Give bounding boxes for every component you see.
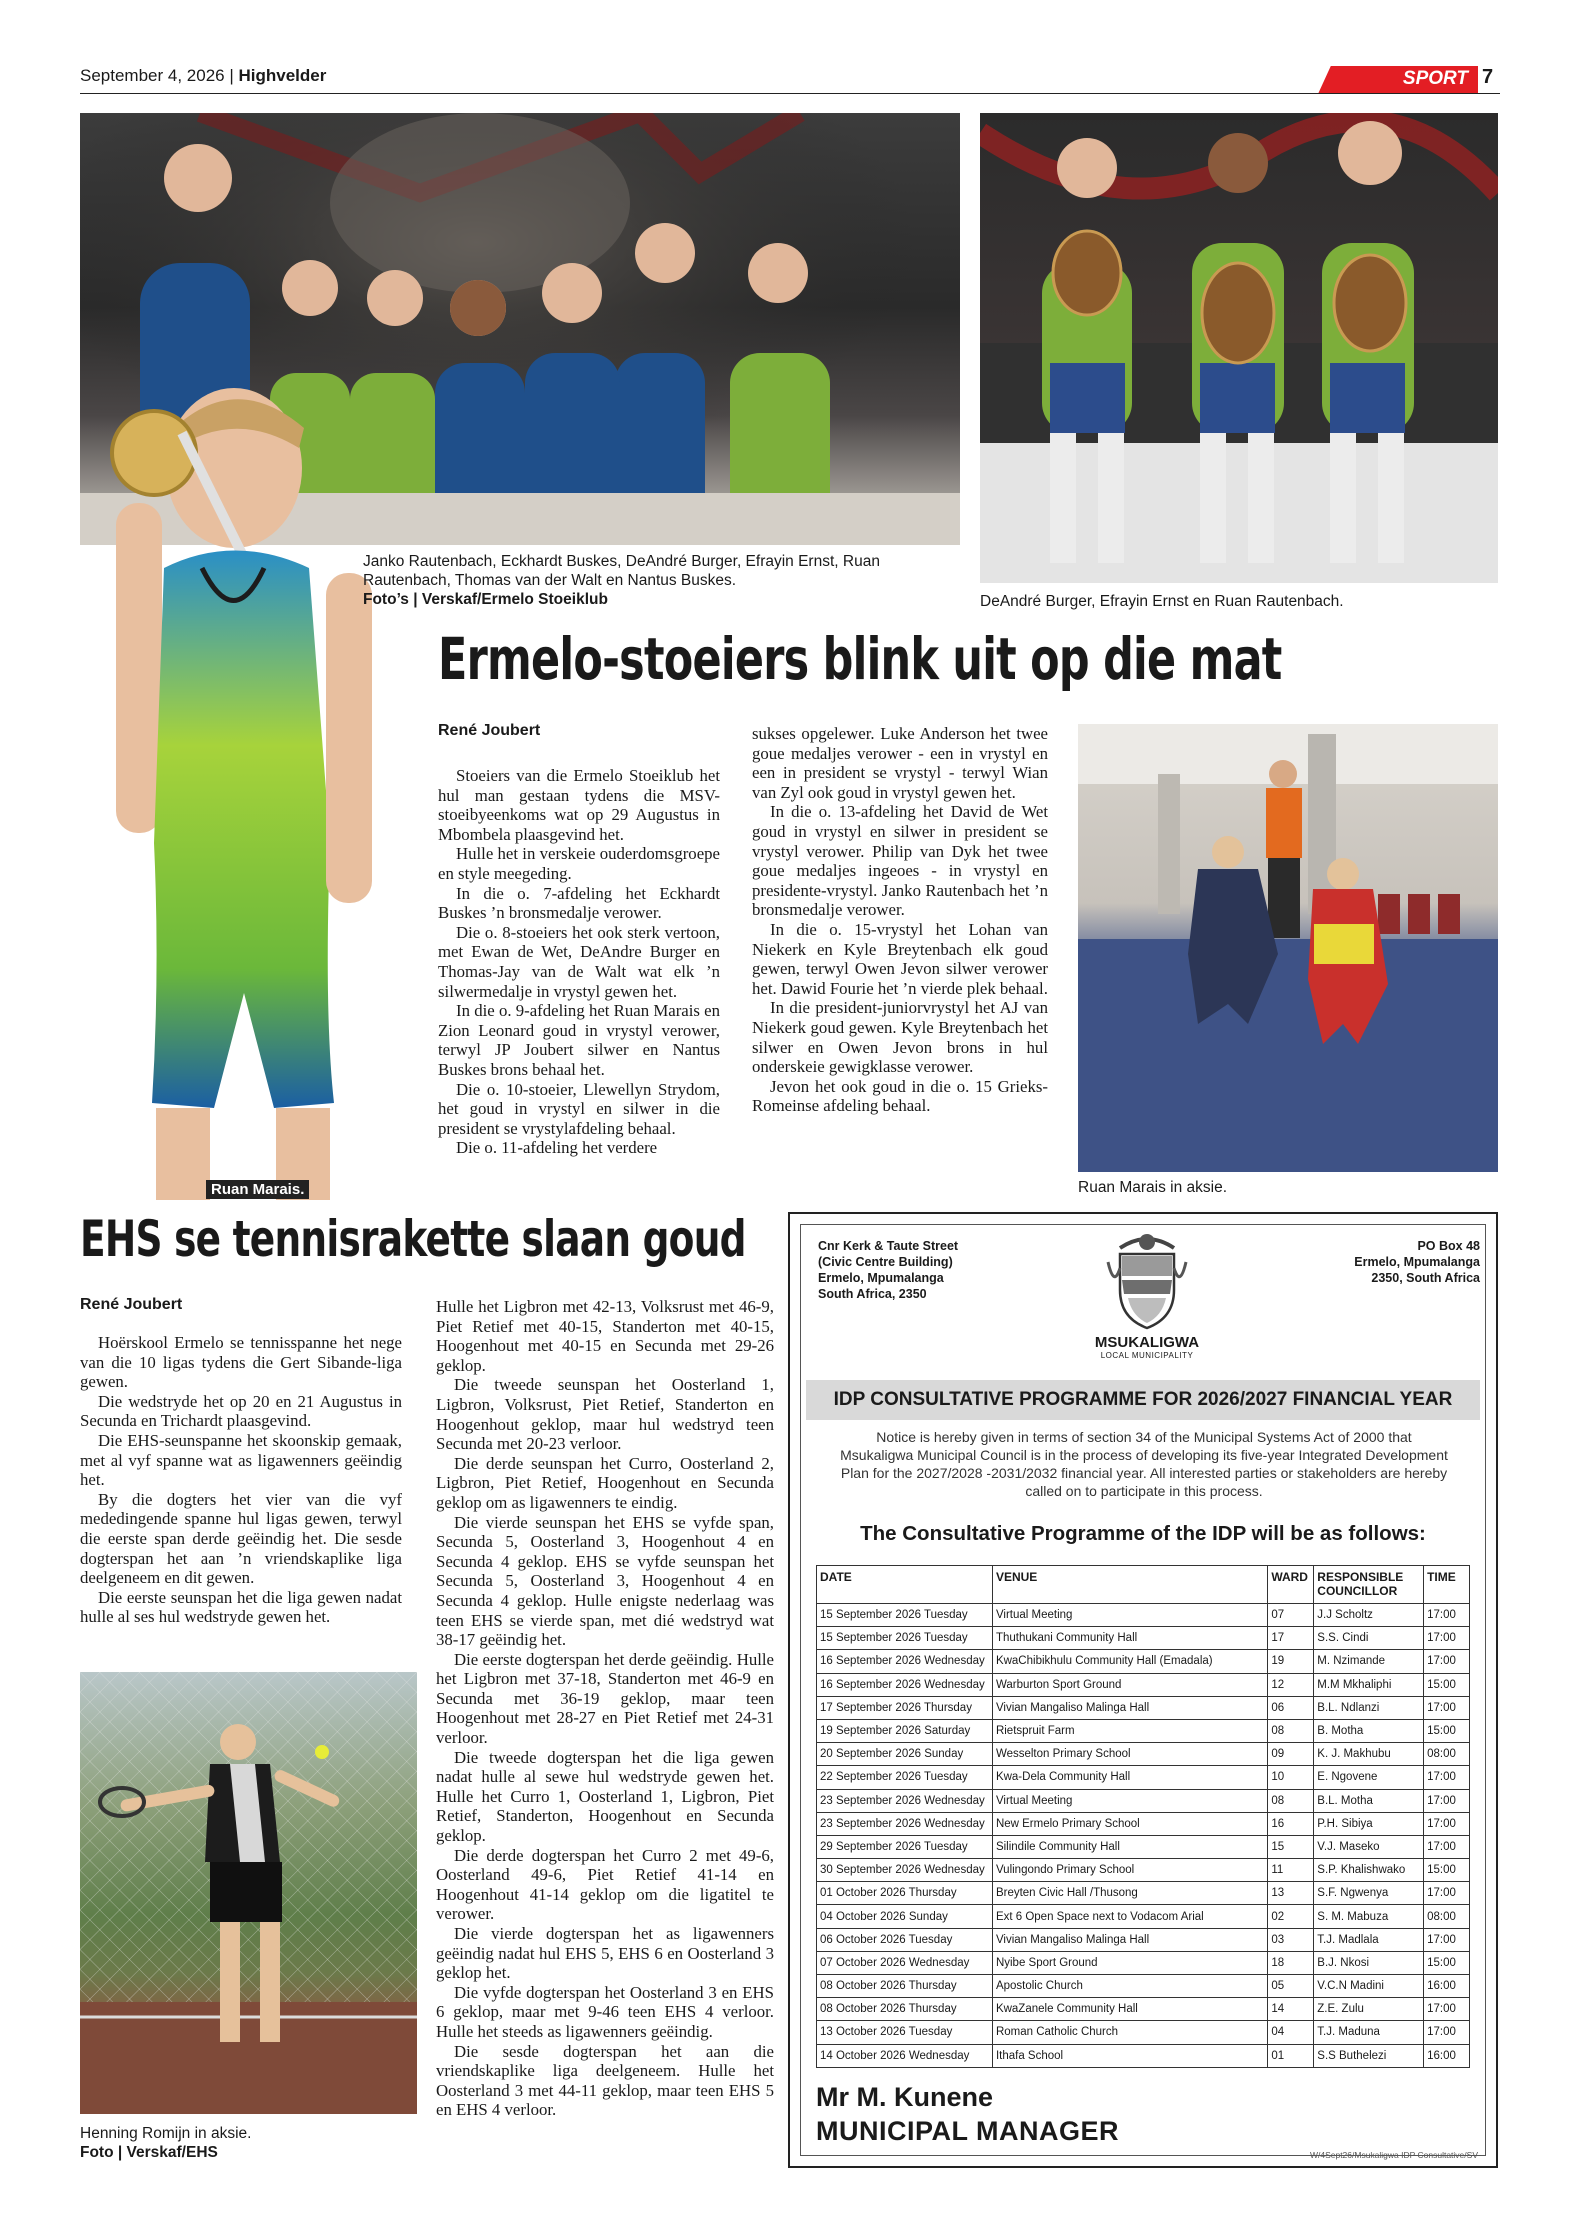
table-row	[817, 1627, 1470, 1650]
tennis-photo-caption	[80, 2124, 420, 2162]
group-caption-text: Janko Rautenbach, Eckhardt Buskes, DeAndré Burger, Efrayin Ernst, Ruan Rautenbach, Thomas van der Walt en Nantus Buskes.	[363, 553, 880, 589]
column-header-councillor: RESPONSIBLE COUNCILLOR	[1314, 1566, 1424, 1604]
trophy-photo	[980, 113, 1498, 583]
header-separator: |	[224, 66, 239, 85]
column-header-ward: WARD	[1268, 1566, 1314, 1604]
cell-ward: 09	[1268, 1743, 1314, 1766]
cell-councillor: V.C.N Madini	[1314, 1975, 1424, 1998]
cell-venue: Thuthukani Community Hall	[992, 1627, 1267, 1650]
cell-date: 14 October 2026 Wednesday	[817, 2044, 993, 2067]
cell-ward: 10	[1268, 1766, 1314, 1789]
cell-time: 17:00	[1424, 1882, 1470, 1905]
cell-time: 16:00	[1424, 2044, 1470, 2067]
paragraph: Die EHS-seunspanne het skoonskip gemaak, met al vyf spanne wat as ligawenners geëindig het.	[80, 1430, 402, 1490]
cell-venue: KwaZanele Community Hall	[992, 1998, 1267, 2021]
cell-venue: Apostolic Church	[992, 1975, 1267, 1998]
table-row	[817, 1673, 1470, 1696]
cell-date: 19 September 2026 Saturday	[817, 1719, 993, 1742]
cell-councillor: T.J. Madlala	[1314, 1928, 1424, 1951]
tennis-photo-credit: Foto | Verskaf/EHS	[80, 2144, 218, 2161]
cell-time: 17:00	[1424, 1650, 1470, 1673]
cell-ward: 02	[1268, 1905, 1314, 1928]
cell-time: 15:00	[1424, 1951, 1470, 1974]
tennis-column-2	[436, 1297, 774, 2120]
paragraph: In die o. 15-vrystyl het Lohan van Niekerk en Kyle Breytenbach elk goud gewen, terwyl Owen Jevon silwer verower het. Dawid Fourie het ’n vierde plek behaal.	[752, 919, 1048, 998]
group-photo-caption	[363, 552, 963, 609]
cell-venue: Vulingondo Primary School	[992, 1859, 1267, 1882]
paragraph: Die o. 11-afdeling het verdere	[456, 1138, 658, 1158]
municipal-manager-title: MUNICIPAL MANAGER	[816, 2116, 1119, 2146]
cell-venue: Vivian Mangaliso Malinga Hall	[992, 1928, 1267, 1951]
paragraph: Die vierde seunspan het EHS se vyfde span, Secunda 5, Oosterland 3, Hoogenhout 4 en Secunda 4 geklop. EHS se vyfde seunspan het Secunda 5, Oosterland 3, Hoogenhout 4 en Secunda 4 geklop. Hulle enigste nederlaag was teen EHS se vierde span, met dié wedstryd wat 38-17 geëindig het.	[436, 1512, 774, 1650]
cell-date: 22 September 2026 Tuesday	[817, 1766, 993, 1789]
paragraph: Die eerste dogterspan het derde geëindig. Hulle het Ligbron met 37-18, Standerton met 46-9 en Secunda met 36-19 geklop, maar teen Hoogenhout met 28-27 en Piet Retief met 24-31 verloor.	[436, 1649, 774, 1748]
cell-date: 20 September 2026 Sunday	[817, 1743, 993, 1766]
cell-time: 17:00	[1424, 2021, 1470, 2044]
paragraph: Die o. 8-stoeiers het ook sterk vertoon, met Ewan de Wet, DeAndre Burger en Thomas-Jay van de Walt wat elk ’n silwermedalje in vrystyl gewen het.	[438, 922, 720, 1001]
cell-councillor: J.J Scholtz	[1314, 1604, 1424, 1627]
cutout-name-tag: Ruan Marais.	[206, 1180, 309, 1199]
paragraph: Hoërskool Ermelo se tennisspanne het nege van die 10 ligas tydens die Gert Sibande-liga gewen.	[80, 1333, 402, 1392]
paragraph: By die dogters het vier van die vyf mededingende spanne hul ligas gewen, terwyl die eerste span derde geëindig het. Die sesde dogterspan het aan ’n vriendskaplike liga deelgeneem en dit gewen.	[80, 1489, 402, 1588]
cell-councillor: Z.E. Zulu	[1314, 1998, 1424, 2021]
tennis-byline: René Joubert	[80, 1296, 183, 1313]
cell-councillor: S.F. Ngwenya	[1314, 1882, 1424, 1905]
cell-councillor: B. Motha	[1314, 1719, 1424, 1742]
cell-councillor: S.S Buthelezi	[1314, 2044, 1424, 2067]
cell-councillor: B.L. Ndlanzi	[1314, 1696, 1424, 1719]
cell-venue: Ext 6 Open Space next to Vodacom Arial	[992, 1905, 1267, 1928]
cell-venue: Nyibe Sport Ground	[992, 1951, 1267, 1974]
cell-venue: Silindile Community Hall	[992, 1835, 1267, 1858]
cell-date: 07 October 2026 Wednesday	[817, 1951, 993, 1974]
cell-venue: Warburton Sport Ground	[992, 1673, 1267, 1696]
cell-venue: Virtual Meeting	[992, 1789, 1267, 1812]
cell-councillor: M. Nzimande	[1314, 1650, 1424, 1673]
cell-time: 17:00	[1424, 1696, 1470, 1719]
tennis-column-1	[80, 1333, 402, 1627]
cell-venue: Vivian Mangaliso Malinga Hall	[992, 1696, 1267, 1719]
cell-councillor: K. J. Makhubu	[1314, 1743, 1424, 1766]
cell-venue: New Ermelo Primary School	[992, 1812, 1267, 1835]
cell-councillor: E. Ngovene	[1314, 1766, 1424, 1789]
action-photo-caption: Ruan Marais in aksie.	[1078, 1179, 1228, 1196]
cell-ward: 16	[1268, 1812, 1314, 1835]
table-row	[817, 2021, 1470, 2044]
cell-councillor: S.P. Khalishwako	[1314, 1859, 1424, 1882]
table-row	[817, 1905, 1470, 1928]
cell-time: 17:00	[1424, 1928, 1470, 1951]
table-row	[817, 2044, 1470, 2067]
municipal-manager-name: Mr M. Kunene	[816, 2082, 994, 2112]
paragraph: Die eerste seunspan het die liga gewen nadat hulle al ses hul wedstryde gewen het.	[80, 1587, 402, 1627]
cell-venue: Roman Catholic Church	[992, 2021, 1267, 2044]
cell-venue: Breyten Civic Hall /Thusong	[992, 1882, 1267, 1905]
paragraph: In die president-juniorvrystyl het AJ van Niekerk goud gewen. Kyle Breytenbach het silwer en Owen Jevon brons in hul onderskeie gewigklasse verower.	[752, 998, 1048, 1077]
idp-schedule-table	[816, 1565, 1470, 2068]
cell-time: 17:00	[1424, 1766, 1470, 1789]
paragraph: Die wedstryde het op 20 en 21 Augustus in Secunda en Trichardt plaasgevind.	[80, 1391, 402, 1431]
cell-councillor: M.M Mkhaliphi	[1314, 1673, 1424, 1696]
paragraph: Hulle het in verskeie ouderdomsgroepe en style meegeding.	[438, 844, 720, 883]
notice-postal-address	[1290, 1238, 1480, 1286]
address-line: South Africa, 2350	[818, 1287, 927, 1301]
cell-time: 16:00	[1424, 1975, 1470, 1998]
cell-councillor: S.S. Cindi	[1314, 1627, 1424, 1650]
municipality-name: MSUKALIGWA	[1094, 1334, 1200, 1351]
cell-venue: Kwa-Dela Community Hall	[992, 1766, 1267, 1789]
cell-date: 29 September 2026 Tuesday	[817, 1835, 993, 1858]
cell-ward: 07	[1268, 1604, 1314, 1627]
table-header-row	[817, 1566, 1470, 1604]
paragraph: Hulle het Ligbron met 42-13, Volksrust met 46-9, Piet Retief met 40-15, Standerton met 40-15, Hoogenhout met 40-15 en Secunda met 29-26 geklop.	[436, 1297, 774, 1375]
cell-date: 17 September 2026 Thursday	[817, 1696, 993, 1719]
notice-body: Notice is hereby given in terms of section 34 of the Municipal Systems Act of 2000 that Msukaligwa Municipal Council is in the process of developing its five-year Integrated Development Plan for the 2027/2028 -2031/2032 financial year. All interested parties or stakeholders are hereby called on to participate in this process.	[840, 1429, 1448, 1499]
issue-date: September 4, 2026	[80, 66, 225, 85]
tennis-headline: EHS se tennisrakette slaan goud	[80, 1210, 746, 1268]
paragraph: sukses opgelewer. Luke Anderson het twee goue medaljes verower - een in vrystyl en een in president se vrystyl - terwyl Wian van Zyl ook goud in vrystyl gewen het.	[752, 724, 1048, 802]
paragraph: Jevon het ook goud in die o. 15 Grieks-Romeinse afdeling behaal.	[752, 1076, 1048, 1116]
cell-time: 15:00	[1424, 1719, 1470, 1742]
paragraph: In die o. 9-afdeling het Ruan Marais en Zion Leonard goud in vrystyl verower, terwyl JP Joubert silwer en Nantus Buskes brons behaal het.	[438, 1001, 720, 1079]
header-rule	[80, 93, 1500, 94]
cell-date: 16 September 2026 Wednesday	[817, 1673, 993, 1696]
cell-date: 15 September 2026 Tuesday	[817, 1604, 993, 1627]
paragraph: In die o. 7-afdeling het Eckhardt Buskes ’n bronsmedalje verower.	[438, 883, 720, 923]
address-line: Cnr Kerk & Taute Street	[818, 1239, 959, 1253]
cell-ward: 15	[1268, 1835, 1314, 1858]
cell-date: 30 September 2026 Wednesday	[817, 1859, 993, 1882]
cell-councillor: S. M. Mabuza	[1314, 1905, 1424, 1928]
table-row	[817, 1696, 1470, 1719]
page-number: 7	[1482, 66, 1494, 88]
cell-ward: 11	[1268, 1859, 1314, 1882]
cell-time: 17:00	[1424, 1789, 1470, 1812]
paragraph: Die derde dogterspan het Curro 2 met 49-6, Oosterland 49-6, Piet Retief 41-14 en Hoogenhout 41-14 geklop om die ligatitel te verower.	[436, 1845, 774, 1924]
cell-date: 13 October 2026 Tuesday	[817, 2021, 993, 2044]
paragraph: Die sesde dogterspan het aan die vriendskaplike liga deelgeneem. Hulle het Oosterland 3 met 44-11 geklop, maar teen EHS 5 en EHS 4 verloor.	[436, 2041, 774, 2120]
publication-name: Highvelder	[238, 66, 327, 85]
municipality-subtitle: LOCAL MUNICIPALITY	[1100, 1351, 1194, 1360]
cell-ward: 17	[1268, 1627, 1314, 1650]
cell-ward: 01	[1268, 2044, 1314, 2067]
programme-heading: The Consultative Programme of the IDP will be as follows:	[860, 1522, 1426, 1545]
table-row	[817, 1812, 1470, 1835]
section-label: SPORT	[1402, 68, 1468, 89]
cell-ward: 03	[1268, 1928, 1314, 1951]
cell-ward: 19	[1268, 1650, 1314, 1673]
notice-reference: W/4Sept26/Msukaligwa IDP Consultative/SV	[1309, 2150, 1478, 2160]
cell-ward: 13	[1268, 1882, 1314, 1905]
cell-ward: 05	[1268, 1975, 1314, 1998]
tennis-caption-text: Henning Romijn in aksie.	[80, 2125, 252, 2142]
table-row	[817, 1998, 1470, 2021]
column-header-date: DATE	[817, 1566, 993, 1604]
paragraph: Die vierde dogterspan het as ligawenners geëindig nadat hul EHS 5, EHS 6 en Oosterland 3 geklop het.	[436, 1924, 774, 1983]
cell-time: 08:00	[1424, 1743, 1470, 1766]
cell-date: 08 October 2026 Thursday	[817, 1975, 993, 1998]
tennis-photo	[80, 1672, 417, 2114]
table-row	[817, 1743, 1470, 1766]
paragraph: In die o. 13-afdeling het David de Wet goud in vrystyl en silwer in president se vrystyl verower. Philip van Dyk het twee goue medaljes ingeoes - in vrystyl en presidente-vrystyl. Janko Rautenbach het ’n bronsmedalje verower.	[752, 802, 1048, 920]
table-row	[817, 1789, 1470, 1812]
cell-councillor: P.H. Sibiya	[1314, 1812, 1424, 1835]
column-header-venue: VENUE	[992, 1566, 1267, 1604]
wrestling-action-photo	[1078, 724, 1498, 1172]
cell-venue: Rietspruit Farm	[992, 1719, 1267, 1742]
cell-ward: 04	[1268, 2021, 1314, 2044]
paragraph: Die o. 10-stoeier, Llewellyn Strydom, het goud in vrystyl en silwer in die president se vrystylafdeling behaal.	[438, 1079, 720, 1138]
paragraph: Die derde seunspan het Curro, Oosterland 2, Ligbron, Piet Retief, Hoogenhout en Secunda geklop om as ligawenners te eindig.	[436, 1453, 774, 1512]
paragraph: Die tweede seunspan het Oosterland 1, Ligbron, Volksrust, Piet Retief, Standerton en Hoogenhout geklop, maar hul wedstryd teen Secunda met 20-23 verloor.	[436, 1375, 774, 1454]
page-header-left	[80, 66, 326, 86]
paragraph: Stoeiers van die Ermelo Stoeiklub het hul man gestaan tydens die MSV-stoeibyeenkoms wat op 29 Augustus in Mbombela plaasgevind het.	[438, 766, 720, 844]
cell-date: 08 October 2026 Thursday	[817, 1998, 993, 2021]
cell-time: 17:00	[1424, 1604, 1470, 1627]
table-row	[817, 1928, 1470, 1951]
table-row	[817, 1604, 1470, 1627]
table-row	[817, 1835, 1470, 1858]
cell-councillor: B.L. Motha	[1314, 1789, 1424, 1812]
address-line: PO Box 48	[1417, 1239, 1480, 1253]
cell-date: 23 September 2026 Wednesday	[817, 1812, 993, 1835]
wrestling-column-1	[438, 766, 720, 1158]
cell-ward: 08	[1268, 1789, 1314, 1812]
table-row	[817, 1650, 1470, 1673]
cell-venue: Virtual Meeting	[992, 1604, 1267, 1627]
cell-venue: KwaChibikhulu Community Hall (Emadala)	[992, 1650, 1267, 1673]
notice-physical-address	[818, 1238, 1018, 1302]
cell-time: 08:00	[1424, 1905, 1470, 1928]
paragraph: Die tweede dogterspan het die liga gewen nadat hulle al sewe hul wedstryde gewen het. Hulle het Curro 1, Oosterland 1, Ligbron, Piet Retief, Standerton, Hoogenhout en Secunda geklop.	[436, 1747, 774, 1846]
cell-time: 15:00	[1424, 1859, 1470, 1882]
table-row	[817, 1719, 1470, 1742]
cell-time: 17:00	[1424, 1998, 1470, 2021]
table-row	[817, 1766, 1470, 1789]
cell-time: 17:00	[1424, 1812, 1470, 1835]
cell-councillor: T.J. Maduna	[1314, 2021, 1424, 2044]
cell-time: 15:00	[1424, 1673, 1470, 1696]
column-header-time: TIME	[1424, 1566, 1470, 1604]
cell-date: 23 September 2026 Wednesday	[817, 1789, 993, 1812]
table-row	[817, 1975, 1470, 1998]
trophy-photo-caption: DeAndré Burger, Efrayin Ernst en Ruan Rautenbach.	[980, 593, 1344, 610]
cell-ward: 06	[1268, 1696, 1314, 1719]
address-line: Ermelo, Mpumalanga	[818, 1271, 944, 1285]
schedule-body	[817, 1604, 1470, 2068]
cell-venue: Ithafa School	[992, 2044, 1267, 2067]
wrestling-column-2	[752, 724, 1048, 1116]
paragraph: Die vyfde dogterspan het Oosterland 3 en EHS 6 geklop, maar met 9-46 teen EHS 4 verloor. Hulle het steeds as ligawenners geëindig.	[436, 1982, 774, 2041]
table-row	[817, 1951, 1470, 1974]
address-line: 2350, South Africa	[1371, 1271, 1480, 1285]
cell-date: 04 October 2026 Sunday	[817, 1905, 993, 1928]
cell-councillor: V.J. Maseko	[1314, 1835, 1424, 1858]
address-line: Ermelo, Mpumalanga	[1354, 1255, 1480, 1269]
address-line: (Civic Centre Building)	[818, 1255, 953, 1269]
wrestling-headline: Ermelo-stoeiers blink uit op die mat	[438, 625, 1282, 693]
cell-time: 17:00	[1424, 1835, 1470, 1858]
group-photo-credit: Foto’s | Verskaf/Ermelo Stoeiklub	[363, 591, 608, 608]
cell-date: 06 October 2026 Tuesday	[817, 1928, 993, 1951]
municipal-crest-logo	[1106, 1228, 1188, 1332]
wrestling-byline: René Joubert	[438, 722, 541, 739]
cell-date: 16 September 2026 Wednesday	[817, 1650, 993, 1673]
notice-title: IDP CONSULTATIVE PROGRAMME FOR 2026/2027 FINANCIAL YEAR	[806, 1380, 1480, 1420]
cell-date: 01 October 2026 Thursday	[817, 1882, 993, 1905]
cutout-photo-ruan	[94, 373, 400, 1200]
cell-time: 17:00	[1424, 1627, 1470, 1650]
cell-ward: 12	[1268, 1673, 1314, 1696]
cell-date: 15 September 2026 Tuesday	[817, 1627, 993, 1650]
cell-ward: 08	[1268, 1719, 1314, 1742]
cell-ward: 14	[1268, 1998, 1314, 2021]
cell-ward: 18	[1268, 1951, 1314, 1974]
cell-venue: Wesselton Primary School	[992, 1743, 1267, 1766]
table-row	[817, 1859, 1470, 1882]
table-row	[817, 1882, 1470, 1905]
cell-councillor: B.J. Nkosi	[1314, 1951, 1424, 1974]
